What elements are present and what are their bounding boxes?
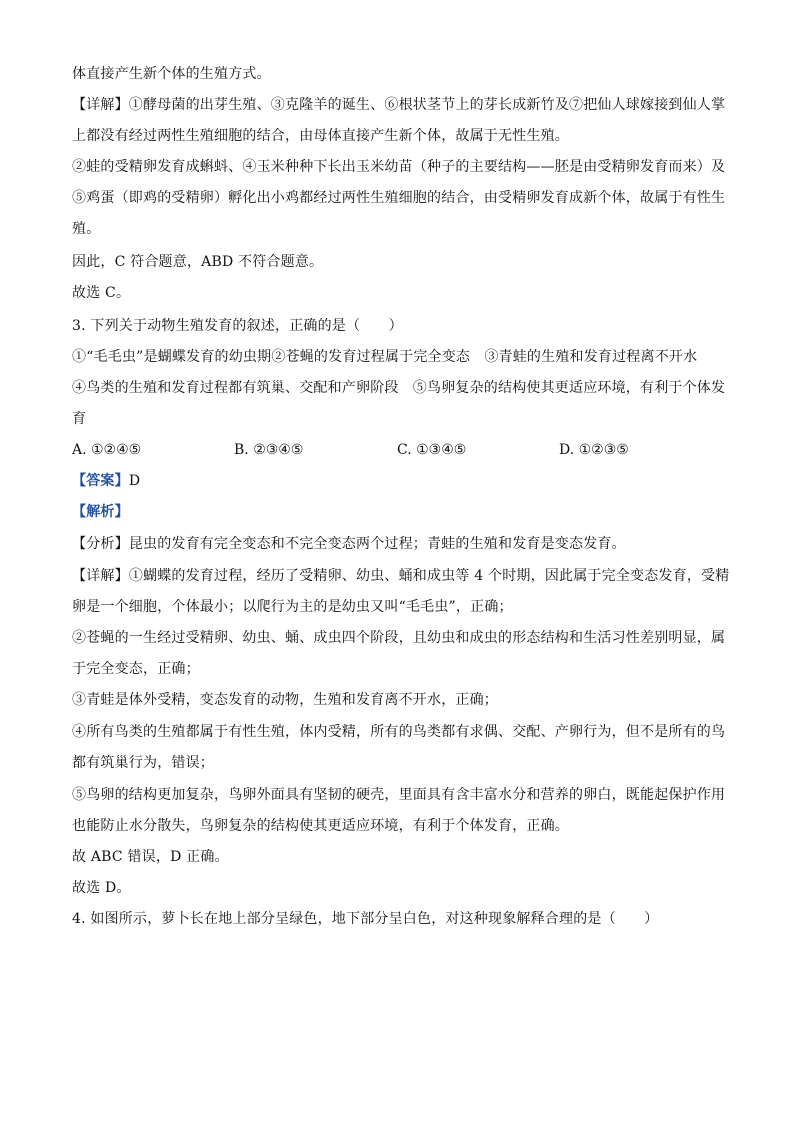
text-line: 【详解】①酵母菌的出芽生殖、③克隆羊的诞生、⑥根状茎节上的芽长成新竹及⑦把仙人球嫁接到仙人掌: [72, 97, 726, 113]
detail-line: 都有筑巢行为，错误；: [72, 755, 214, 771]
fenxi-label: 【分析】: [72, 536, 129, 552]
text-line: 殖。: [72, 221, 101, 237]
detail-line: 卵是一个细胞，个体最小；以爬行为主的是幼虫又叫“毛毛虫”，正确；: [72, 599, 513, 615]
detail-line: ④所有鸟类的生殖都属于有性生殖，体内受精，所有的鸟类都有求偶、交配、产卵行为，但不是所有的鸟: [72, 724, 726, 740]
answer-value: D: [128, 473, 141, 489]
detail-line: 也能防止水分散失，鸟卵复杂的结构使其更适应环境，有利于个体发育，正确。: [72, 818, 569, 834]
text-line: 故选 C。: [72, 285, 131, 301]
analysis-label: 【解析】: [72, 504, 129, 520]
answer-label: 【答案】: [72, 473, 129, 489]
question-3-stem: 3. 下列关于动物生殖发育的叙述，正确的是（ ）: [72, 318, 403, 334]
detail-label: 【详解】: [72, 568, 129, 584]
text-line: ②蛙的受精卵发育成蝌蚪、④玉米种种下长出玉米幼苗（种子的主要结构——胚是由受精卵发育而来）及: [72, 159, 726, 175]
question-3-statement: 育: [72, 411, 87, 427]
option-b: B. ②③④⑤: [234, 442, 304, 458]
detail-line: [72, 566, 730, 586]
text-line: ⑤鸡蛋（即鸡的受精卵）孵化出小鸡都经过两性生殖细胞的结合，由受精卵发育成新个体，故属于有性生: [72, 190, 726, 206]
text-line: 上都没有经过两性生殖细胞的结合，由母体直接产生新个体，故属于无性生殖。: [72, 128, 569, 144]
fenxi-line: [72, 534, 724, 554]
detail-line: 故 ABC 错误，D 正确。: [72, 849, 229, 865]
fenxi-text: 昆虫的发育有完全变态和不完全变态两个过程；青蛙的生殖和发育是变态发育。: [128, 536, 626, 552]
analysis-heading: [72, 502, 724, 522]
question-3-statement: ①“毛毛虫”是蝴蝶发育的幼虫期②苍蝇的发育过程属于完全变态 ③青蛙的生殖和发育过程离不开水: [72, 349, 698, 365]
question-4-stem: 4. 如图所示，萝卜长在地上部分呈绿色，地下部分呈白色，对这种现象解释合理的是（ ）: [72, 911, 659, 927]
detail-line: ③青蛙是体外受精，变态发育的动物，生殖和发育离不开水，正确；: [72, 692, 498, 708]
option-a: A. ①②④⑤: [72, 442, 142, 458]
detail-line: ②苍蝇的一生经过受精卵、幼虫、蛹、成虫四个阶段，且幼虫和成虫的形态结构和生活习性差别明显，属: [72, 630, 726, 646]
detail-line: 于完全变态，正确；: [72, 661, 200, 677]
text-line: 因此，C 符合题意，ABD 不符合题意。: [72, 254, 324, 270]
detail-line: ⑤鸟卵的结构更加复杂，鸟卵外面具有坚韧的硬壳，里面具有含丰富水分和营养的卵白，既能起保护作用: [72, 787, 726, 803]
question-3-statement: ④鸟类的生殖和发育过程都有筑巢、交配和产卵阶段 ⑤鸟卵复杂的结构使其更适应环境，有利于个体发: [72, 380, 726, 396]
answer-line: [72, 471, 724, 491]
option-c: C. ①③④⑤: [397, 442, 467, 458]
detail-text: ①蝴蝶的发育过程，经历了受精卵、幼虫、蛹和成虫等 4 个时期，因此属于完全变态发育，受精: [128, 568, 730, 584]
text-line: 体直接产生新个体的生殖方式。: [72, 66, 271, 82]
option-d: D. ①②③⑤: [559, 442, 629, 458]
detail-line: 故选 D。: [72, 880, 131, 896]
